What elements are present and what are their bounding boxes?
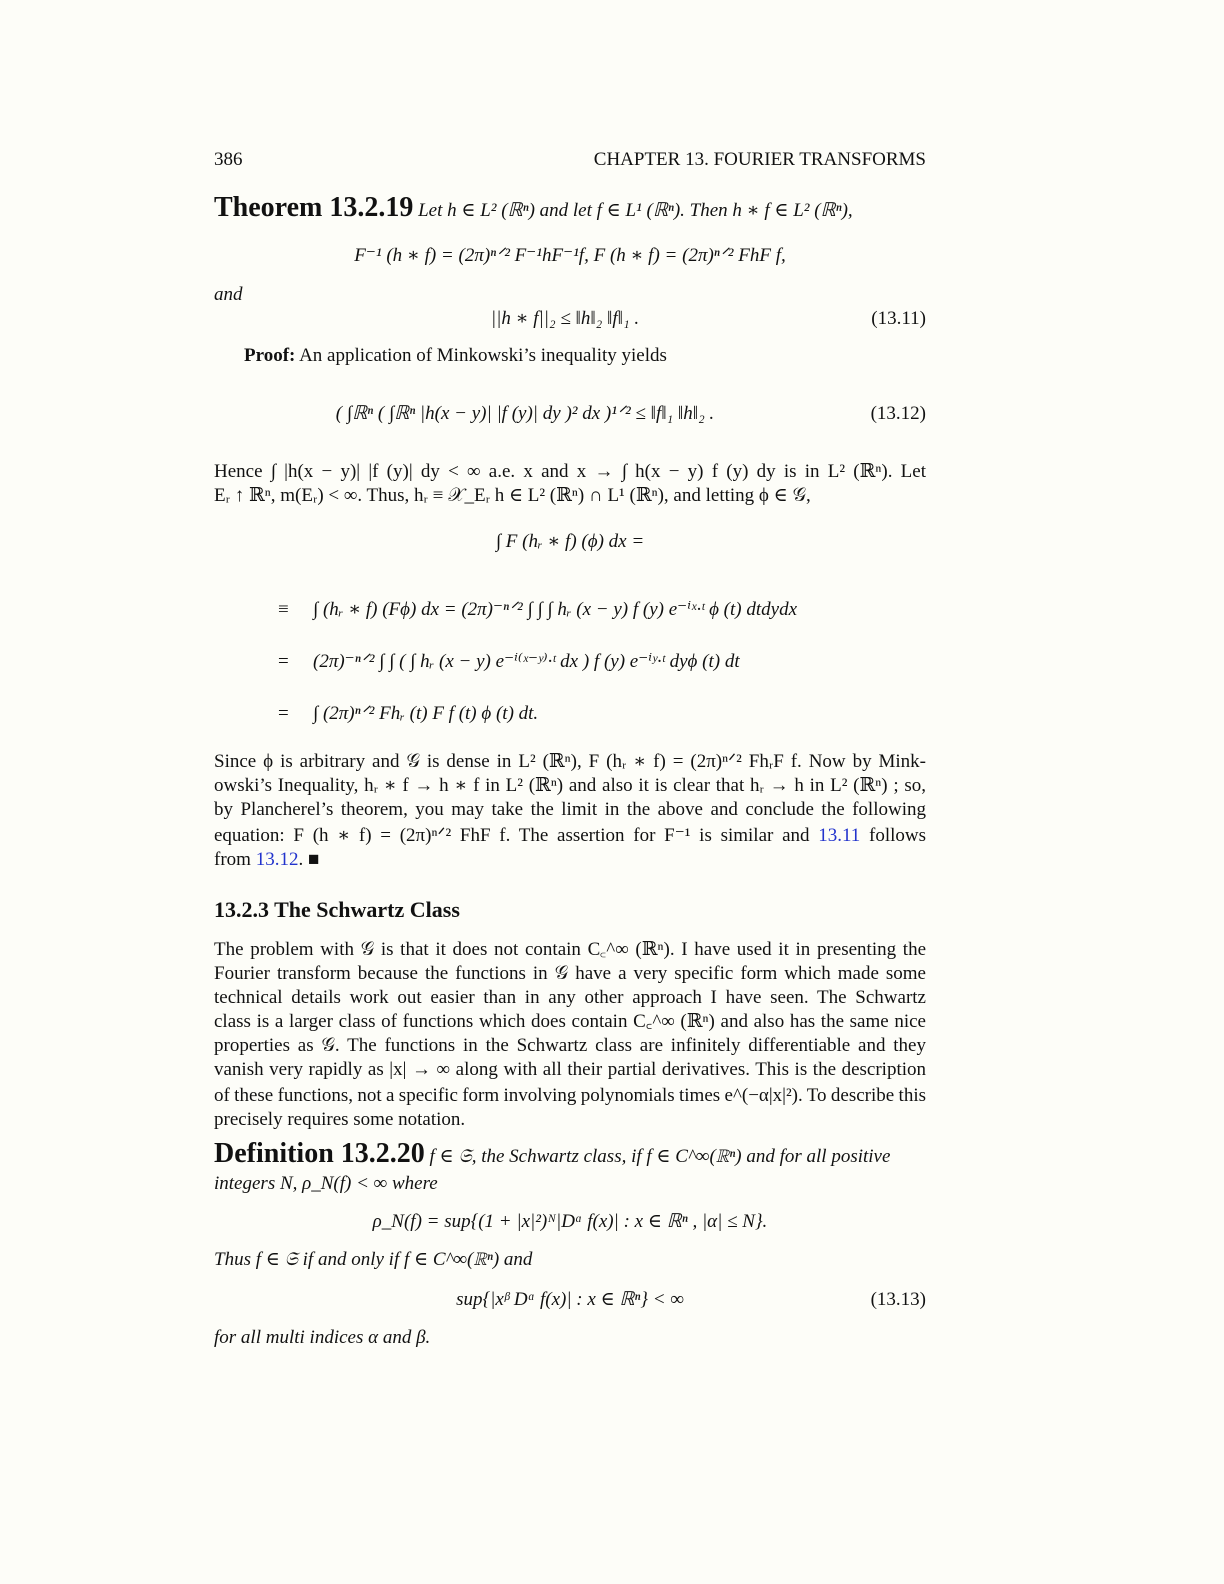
equation-13-12: ( ∫ℝⁿ ( ∫ℝⁿ |h(x − y)| |f (y)| dy )² dx )¹ᐟ² ≤ ‖f‖₁ ‖h‖₂ . (335, 403, 715, 424)
text-line: class is a larger class of functions which does contain C꜀^∞ (ℝⁿ) and also has the same nice (214, 1011, 926, 1032)
text: follows (869, 825, 927, 846)
text-line: by Plancherel’s theorem, you may take the limit in the above and conclude the following (214, 799, 926, 820)
text-line: technical details work out easier than in any other approach I have seen. The Schwartz (214, 987, 926, 1008)
text-line: for all multi indices α and β. (214, 1327, 431, 1348)
text-line: Hence ∫ |h(x − y)| |f (y)| dy < ∞ a.e. x and x → ∫ h(x − y) f (y) dy is in L² (ℝⁿ). Let (214, 461, 926, 482)
text-line: of these functions, not a specific form involving polynomials times e^(−α|x|²). To describe this (214, 1085, 926, 1106)
proof-label: Proof: (244, 345, 296, 366)
equation-13-11: ||h ∗ f||₂ ≤ ‖h‖₂ ‖f‖₁ . (490, 308, 640, 329)
equation-13-13: sup{|xᵝ Dᵅ f(x)| : x ∈ ℝⁿ} < ∞ (456, 1289, 684, 1310)
page-number: 386 (214, 149, 243, 170)
relation-symbol: = (278, 651, 289, 672)
definition (214, 1138, 926, 1169)
equation-number: (13.13) (870, 1289, 926, 1310)
and-text: and (214, 284, 243, 305)
text-line: The problem with 𝒢 is that it does not contain C꜀^∞ (ℝⁿ). I have used it in presenting the (214, 939, 926, 960)
equation-link-13-12[interactable]: 13.12 (255, 849, 299, 870)
text-line (214, 848, 926, 872)
text-line: owski’s Inequality, hᵣ ∗ f → h ∗ f in L² (ℝⁿ) and also it is clear that hᵣ → h in L² (ℝⁿ) ; so, (214, 775, 926, 796)
equation: ρ_N(f) = sup{(1 + |x|²)ᴺ|Dᵅ f(x)| : x ∈ ℝⁿ , |α| ≤ N}. (372, 1211, 768, 1232)
text-line (214, 824, 926, 848)
equation-rhs: (2π)⁻ⁿᐟ² ∫ ∫ ( ∫ hᵣ (x − y) e⁻ⁱ⁽ˣ⁻ʸ⁾·ᵗ dx ) f (y) e⁻ⁱʸ·ᵗ dyϕ (t) dt (313, 651, 740, 672)
equation-rhs: ∫ (hᵣ ∗ f) (Fϕ) dx = (2π)⁻ⁿᐟ² ∫ ∫ ∫ hᵣ (x − y) f (y) e⁻ⁱˣ·ᵗ ϕ (t) dtdydx (313, 599, 797, 620)
text: equation: F (h ∗ f) = (2π)ⁿᐟ² FhF f. The assertion for F⁻¹ is similar and (214, 825, 810, 846)
text-line: Thus f ∈ 𝔖 if and only if f ∈ C^∞(ℝⁿ) and (214, 1249, 533, 1270)
equation-rhs: ∫ (2π)ⁿᐟ² Fhᵣ (t) F f (t) ϕ (t) dt. (313, 703, 539, 724)
relation-symbol: ≡ (278, 599, 289, 620)
definition-label: Definition 13.2.20 (214, 1138, 425, 1169)
proof-intro (244, 344, 926, 368)
text-line: Fourier transform because the functions in 𝒢 have a very specific form which made some (214, 963, 926, 984)
equation: F⁻¹ (h ∗ f) = (2π)ⁿᐟ² F⁻¹hF⁻¹f, F (h ∗ f) = (2π)ⁿᐟ² FhF f, (354, 245, 786, 266)
section-heading: 13.2.3 The Schwartz Class (214, 897, 460, 922)
text-line: vanish very rapidly as |x| → ∞ along with all their partial derivatives. This is the description (214, 1059, 926, 1080)
text: from (214, 849, 251, 870)
equation-link-13-11[interactable]: 13.11 (818, 825, 861, 846)
text-line: integers N, ρ_N(f) < ∞ where (214, 1173, 438, 1194)
qed-mark: . ■ (298, 849, 320, 870)
equation-number: (13.11) (871, 308, 926, 329)
running-header (214, 148, 926, 172)
chapter-title: CHAPTER 13. FOURIER TRANSFORMS (593, 149, 926, 170)
proof-text: An application of Minkowski’s inequality yields (299, 345, 667, 366)
theorem-statement: Let h ∈ L² (ℝⁿ) and let f ∈ L¹ (ℝⁿ). Then h ∗ f ∈ L² (ℝⁿ), (418, 200, 853, 221)
text-line: precisely requires some notation. (214, 1109, 466, 1130)
text-line: Since ϕ is arbitrary and 𝒢 is dense in L² (ℝⁿ), F (hᵣ ∗ f) = (2π)ⁿᐟ² FhᵣF f. Now by Mink- (214, 751, 926, 772)
equation-number: (13.12) (870, 403, 926, 424)
definition-text: f ∈ 𝔖, the Schwartz class, if f ∈ C^∞(ℝⁿ) and for all positive (429, 1146, 891, 1167)
text-line: Eᵣ ↑ ℝⁿ, m(Eᵣ) < ∞. Thus, hᵣ ≡ 𝒳_Eᵣ h ∈ L² (ℝⁿ) ∩ L¹ (ℝⁿ), and letting ϕ ∈ 𝒢, (214, 485, 811, 506)
relation-symbol: = (278, 703, 289, 724)
theorem (214, 192, 926, 223)
equation: ∫ F (hᵣ ∗ f) (ϕ) dx = (495, 531, 645, 552)
text-line: properties as 𝒢. The functions in the Schwartz class are infinitely differentiable and they (214, 1035, 926, 1056)
theorem-label: Theorem 13.2.19 (214, 192, 414, 223)
